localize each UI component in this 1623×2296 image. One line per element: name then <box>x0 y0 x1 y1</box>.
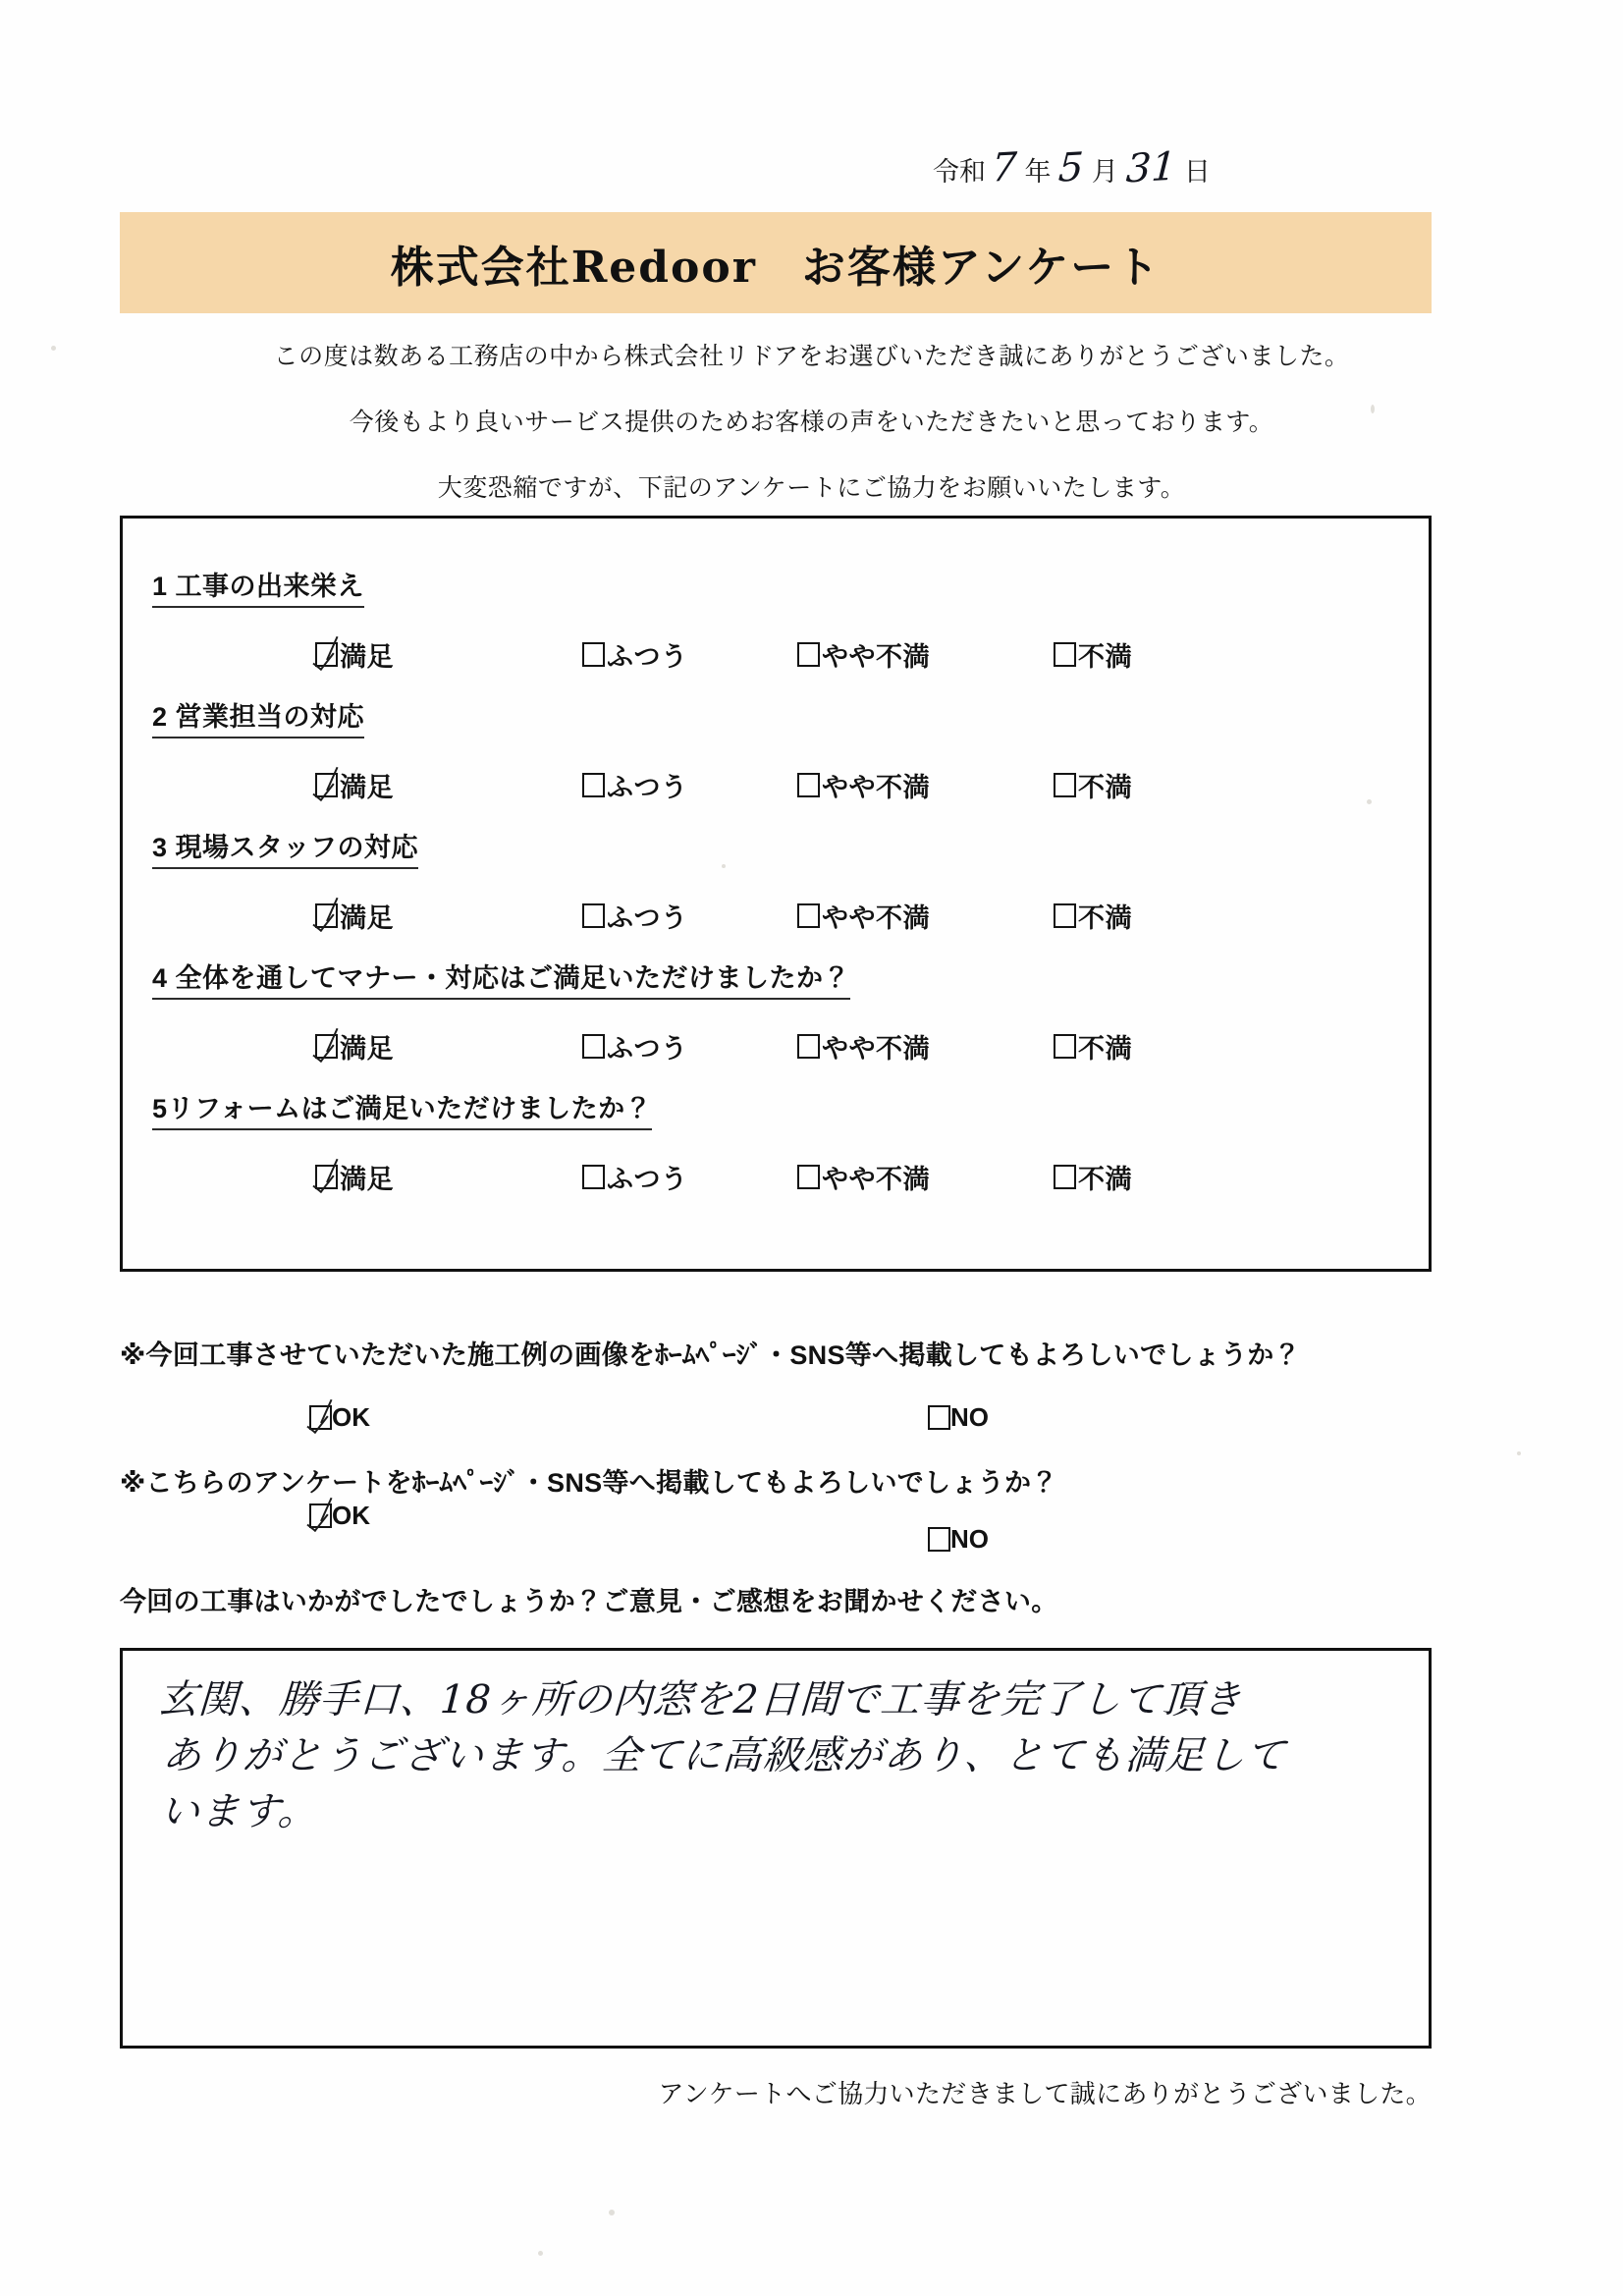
question-3 <box>152 826 1399 950</box>
option-label: ふつう <box>607 1034 688 1064</box>
date-day-value: 31 <box>1124 143 1178 192</box>
option-3-slightly-dissatisfied[interactable] <box>797 897 930 935</box>
option-1-satisfied[interactable] <box>315 635 394 674</box>
option-label: 不満 <box>1078 773 1132 802</box>
checkbox-icon[interactable] <box>1054 903 1076 928</box>
option-3-dissatisfied[interactable] <box>1054 897 1132 935</box>
question-5 <box>152 1087 1399 1211</box>
comment-line: ありがとうございます。全てに高級感があり、とても満足して <box>160 1732 1288 1778</box>
question-4-options <box>152 1027 1399 1080</box>
option-label: 満足 <box>340 642 394 672</box>
date-line <box>933 145 1213 191</box>
option-label: 満足 <box>340 1165 394 1194</box>
option-label: ふつう <box>607 773 688 802</box>
closing-message: アンケートへご協力いただきまして誠にありがとうございました。 <box>658 2079 1432 2108</box>
option-1-dissatisfied[interactable] <box>1054 635 1132 674</box>
option-4-satisfied[interactable] <box>315 1027 394 1066</box>
option-label: 満足 <box>340 773 394 802</box>
checkbox-icon[interactable] <box>797 903 820 928</box>
permission-2-ok[interactable] <box>309 1501 370 1531</box>
scan-speck <box>609 2210 615 2215</box>
comment-handwriting <box>158 1672 1405 1839</box>
option-5-dissatisfied[interactable] <box>1054 1158 1132 1196</box>
date-year-unit: 年 <box>1024 157 1052 187</box>
question-1-options <box>152 635 1399 688</box>
date-day-unit: 日 <box>1183 157 1211 187</box>
page-title: 株式会社Redoor お客様アンケート <box>390 242 1162 293</box>
permission-2-no[interactable] <box>928 1524 989 1555</box>
question-5-label: 5リフォームはご満足いただけましたか？ <box>152 1087 652 1130</box>
option-label: 満足 <box>340 1034 394 1064</box>
option-label: やや不満 <box>822 903 930 933</box>
option-3-neutral[interactable] <box>582 897 688 935</box>
option-label: やや不満 <box>822 642 930 672</box>
checkbox-icon[interactable] <box>928 1405 950 1430</box>
checkbox-icon[interactable] <box>797 642 820 667</box>
option-label: やや不満 <box>822 1034 930 1064</box>
option-1-slightly-dissatisfied[interactable] <box>797 635 930 674</box>
intro-block <box>0 342 1623 539</box>
question-3-label: 3 現場スタッフの対応 <box>152 826 418 869</box>
option-label: 不満 <box>1078 642 1132 672</box>
option-5-slightly-dissatisfied[interactable] <box>797 1158 930 1196</box>
checkbox-icon[interactable] <box>1054 642 1076 667</box>
question-1-label: 1 工事の出来栄え <box>152 565 364 608</box>
question-4-label: 4 全体を通してマナー・対応はご満足いただけましたか？ <box>152 957 850 1000</box>
checkbox-checked-icon[interactable] <box>315 642 338 667</box>
checkbox-icon[interactable] <box>582 1034 605 1059</box>
option-2-dissatisfied[interactable] <box>1054 766 1132 804</box>
option-5-satisfied[interactable] <box>315 1158 394 1196</box>
permission-1-ok[interactable] <box>309 1402 370 1433</box>
comment-line: います。 <box>158 1788 320 1834</box>
question-2-label: 2 営業担当の対応 <box>152 695 364 738</box>
checkbox-icon[interactable] <box>797 1034 820 1059</box>
comment-box[interactable] <box>120 1648 1432 2049</box>
checkbox-icon[interactable] <box>582 773 605 797</box>
checkbox-checked-icon[interactable] <box>315 773 338 797</box>
date-year-value: 7 <box>990 144 1018 191</box>
option-label: ふつう <box>607 1165 688 1194</box>
checkbox-checked-icon[interactable] <box>315 1165 338 1189</box>
checkbox-icon[interactable] <box>797 1165 820 1189</box>
question-2 <box>152 695 1399 819</box>
checkbox-checked-icon[interactable] <box>315 1034 338 1059</box>
option-label: 不満 <box>1078 903 1132 933</box>
intro-line: 大変恐縮ですが、下記のアンケートにご協力をお願いいたします。 <box>437 474 1186 502</box>
option-label: OK <box>332 1402 370 1432</box>
option-label: ふつう <box>607 903 688 933</box>
option-3-satisfied[interactable] <box>315 897 394 935</box>
questions-box <box>120 516 1432 1272</box>
question-1 <box>152 565 1399 688</box>
permission-1-label: ※今回工事させていただいた施工例の画像をﾎｰﾑﾍﾟｰｼﾞ・SNS等へ掲載してもよろしいでしょうか？ <box>120 1340 1301 1370</box>
date-month-unit: 月 <box>1091 157 1118 187</box>
checkbox-icon[interactable] <box>582 642 605 667</box>
option-label: NO <box>950 1402 989 1432</box>
option-4-dissatisfied[interactable] <box>1054 1027 1132 1066</box>
checkbox-checked-icon[interactable] <box>309 1503 332 1528</box>
option-label: OK <box>332 1501 370 1530</box>
intro-line: この度は数ある工務店の中から株式会社リドアをお選びいただき誠にありがとうございました。 <box>273 343 1350 370</box>
checkbox-checked-icon[interactable] <box>309 1405 332 1430</box>
question-2-options <box>152 766 1399 819</box>
intro-line: 今後もより良いサービス提供のためお客様の声をいただきたいと思っております。 <box>349 409 1274 436</box>
option-2-satisfied[interactable] <box>315 766 394 804</box>
option-label: 不満 <box>1078 1165 1132 1194</box>
question-4 <box>152 957 1399 1080</box>
option-label: 満足 <box>340 903 394 933</box>
checkbox-icon[interactable] <box>582 1165 605 1189</box>
option-label: やや不満 <box>822 1165 930 1194</box>
checkbox-icon[interactable] <box>928 1527 950 1552</box>
option-5-neutral[interactable] <box>582 1158 688 1196</box>
checkbox-checked-icon[interactable] <box>315 903 338 928</box>
date-month-value: 5 <box>1057 144 1086 191</box>
option-label: ふつう <box>607 642 688 672</box>
permission-2-label: ※こちらのアンケートをﾎｰﾑﾍﾟｰｼﾞ・SNS等へ掲載してもよろしいでしょうか？ <box>120 1468 1058 1498</box>
question-5-options <box>152 1158 1399 1211</box>
date-era-label: 令和 <box>933 157 986 187</box>
option-4-slightly-dissatisfied[interactable] <box>797 1027 930 1066</box>
checkbox-icon[interactable] <box>1054 1034 1076 1059</box>
scan-speck <box>538 2251 543 2256</box>
option-2-neutral[interactable] <box>582 766 688 804</box>
checkbox-icon[interactable] <box>1054 1165 1076 1189</box>
checkbox-icon[interactable] <box>797 773 820 797</box>
checkbox-icon[interactable] <box>1054 773 1076 797</box>
permission-1-no[interactable] <box>928 1402 989 1433</box>
title-banner <box>120 212 1432 313</box>
checkbox-icon[interactable] <box>582 903 605 928</box>
option-1-neutral[interactable] <box>582 635 688 674</box>
option-label: NO <box>950 1524 989 1554</box>
question-3-options <box>152 897 1399 950</box>
comment-line: 玄関、勝手口、18ヶ所の内窓を2日間で工事を完了して頂き <box>156 1677 1244 1722</box>
option-label: 不満 <box>1078 1034 1132 1064</box>
scan-speck <box>1517 1451 1521 1455</box>
option-2-slightly-dissatisfied[interactable] <box>797 766 930 804</box>
comment-prompt: 今回の工事はいかがでしたでしょうか？ご意見・ご感想をお聞かせください。 <box>120 1587 1058 1616</box>
option-label: やや不満 <box>822 773 930 802</box>
option-4-neutral[interactable] <box>582 1027 688 1066</box>
